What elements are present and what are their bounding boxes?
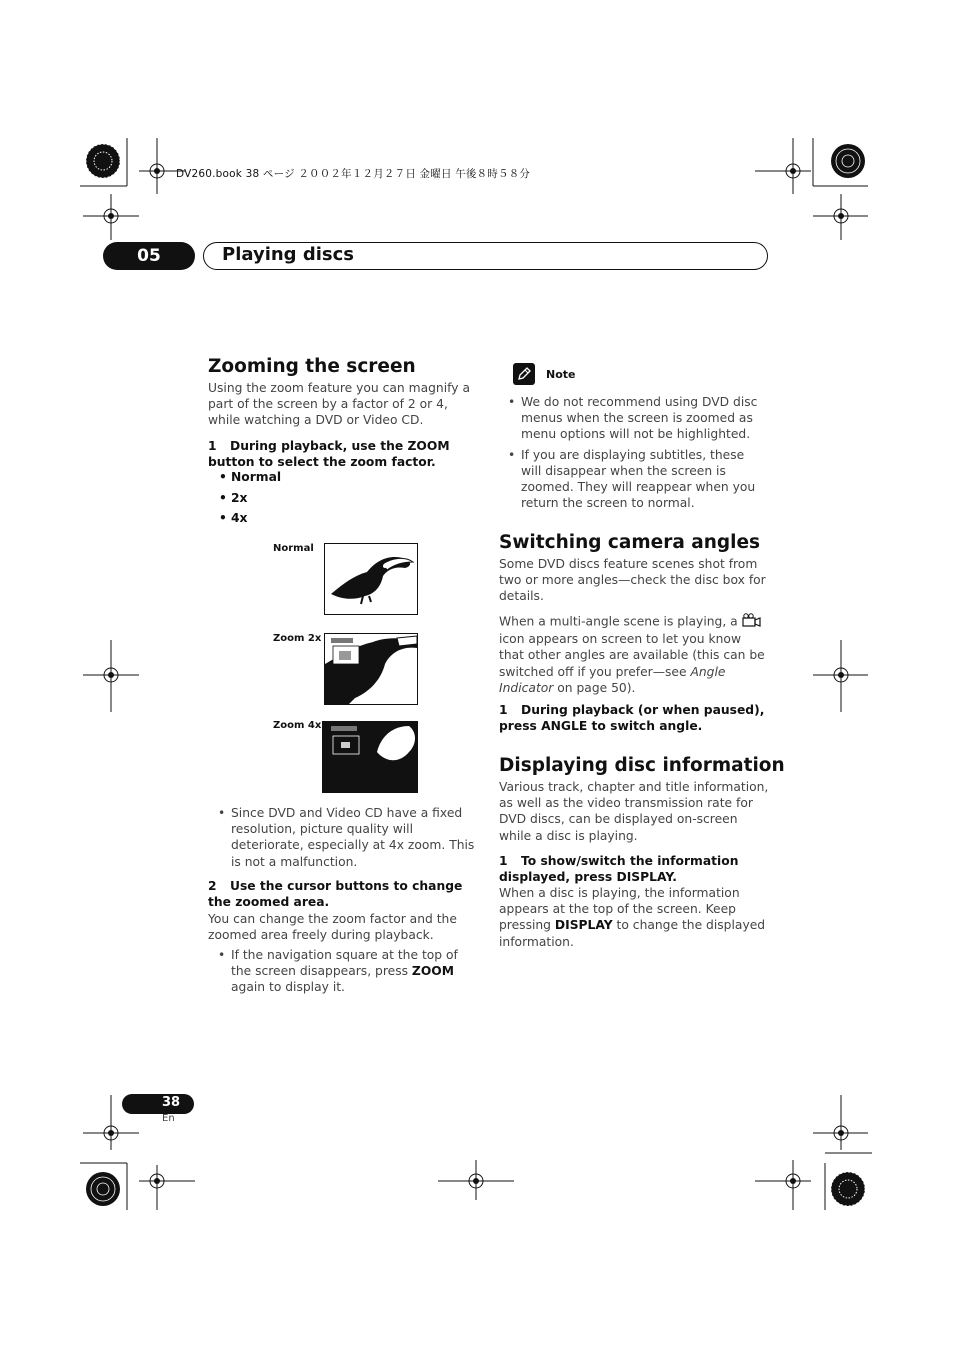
angles-step-1 — [499, 702, 767, 734]
step-text: During playback (or when paused), press ANGLE to switch angle. — [499, 703, 765, 734]
zoom-option-normal: • Normal — [219, 470, 281, 491]
figure-zoom-4x — [322, 721, 418, 793]
figure-normal — [324, 543, 418, 615]
list-item: • We do not recommend using DVD disc menus when the screen is zoomed as menu options will not be highlighted. — [508, 394, 766, 443]
zoom-bullets-2 — [218, 947, 476, 1000]
toucan-zoom-4x-illustration — [323, 722, 417, 792]
zoom-step-2-text: You can change the zoom factor and the zoomed area freely during playback. — [208, 912, 457, 943]
step-number: 2 — [208, 879, 217, 893]
fig-label-normal: Normal — [273, 543, 314, 554]
camera-angle-icon — [742, 613, 762, 631]
zoom-heading: Zooming the screen — [208, 356, 416, 377]
step-text: To show/switch the information displayed, press DISPLAY. — [499, 854, 739, 885]
page-number-pill — [122, 1094, 194, 1114]
zoom-keyword: ZOOM — [411, 964, 454, 979]
angles-heading: Switching camera angles — [499, 532, 761, 553]
list-item: • If the navigation square at the top of the screen disappears, press ZOOM again to display it. — [218, 947, 476, 996]
figure-zoom-2x — [324, 633, 418, 705]
zoom-step-2 — [208, 878, 476, 910]
note-list — [508, 394, 766, 515]
step-number: 1 — [499, 703, 508, 717]
list-item: • If you are displaying subtitles, these will disappear when the screen is zoomed. They will reappear when you return the screen to normal. — [508, 447, 766, 512]
angles-paragraph: When a multi-angle scene is playing, a icon appears on screen to let you know that other angles are available (this can be switched off if you prefer—see Angle Indicator on page 50). — [499, 614, 765, 695]
toucan-illustration — [325, 544, 417, 614]
step-number: 1 — [499, 854, 508, 868]
chapter-title: Playing discs — [222, 244, 354, 265]
zoom-option-4x: • 4x — [219, 511, 281, 532]
angles-intro: Some DVD discs feature scenes shot from two or more angles—check the disc box for details. — [499, 557, 766, 604]
display-keyword: DISPLAY — [554, 918, 613, 933]
info-step-1 — [499, 853, 767, 885]
page-language: En — [162, 1113, 175, 1124]
note-pencil-icon — [513, 363, 535, 385]
note-label: Note — [546, 368, 576, 381]
info-intro: Various track, chapter and title information, as well as the video transmission rate for DVD discs, can be displayed on-screen while a disc is playing. — [499, 780, 769, 843]
toucan-zoom-2x-illustration — [325, 634, 417, 704]
fig-label-zoom4x: Zoom 4x — [273, 720, 322, 731]
step-number: 1 — [208, 439, 217, 453]
page-number: 38 — [162, 1095, 181, 1110]
print-header: DV260.book 38 ページ ２００２年１２月２７日 金曜日 午後８時５８分 — [176, 168, 531, 180]
zoom-bullets-1 — [218, 805, 476, 874]
fig-label-zoom2x: Zoom 2x — [273, 633, 322, 644]
step-text: During playback, use the ZOOM button to select the zoom factor. — [208, 439, 450, 470]
zoom-step-1 — [208, 438, 476, 470]
zoom-intro: Using the zoom feature you can magnify a part of the screen by a factor of 2 or 4, while watching a DVD or Video CD. — [208, 381, 470, 428]
zoom-option-2x: • 2x — [219, 491, 281, 512]
list-item: • Since DVD and Video CD have a fixed resolution, picture quality will deteriorate, especially at 4x zoom. This is not a malfunction. — [218, 805, 476, 870]
zoom-options — [219, 470, 281, 532]
info-heading: Displaying disc information — [499, 755, 785, 776]
chapter-number: 05 — [103, 242, 195, 270]
info-paragraph: When a disc is playing, the information appears at the top of the screen. Keep pressing DISPLAY to change the displayed information. — [499, 886, 766, 949]
step-text: Use the cursor buttons to change the zoomed area. — [208, 879, 463, 910]
